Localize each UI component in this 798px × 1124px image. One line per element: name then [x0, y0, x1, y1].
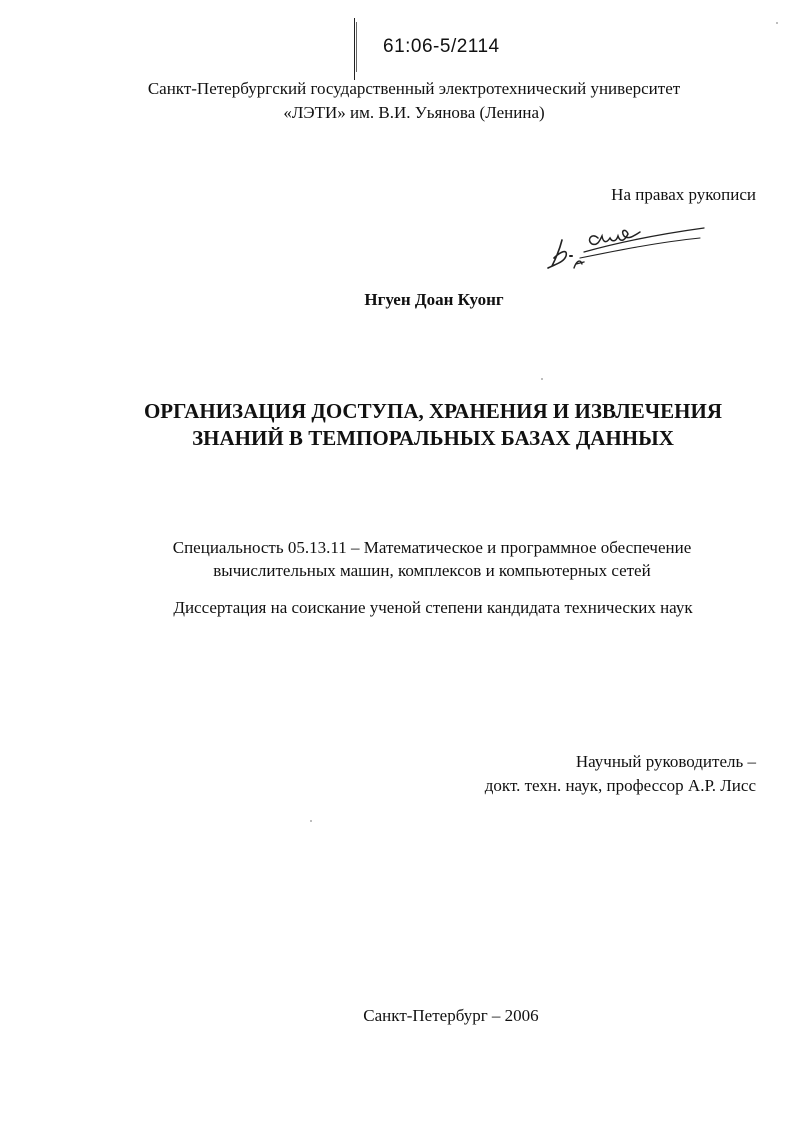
title-line2: ЗНАНИЙ В ТЕМПОРАЛЬНЫХ БАЗАХ ДАННЫХ: [192, 426, 674, 450]
dissertation-title: [0, 398, 798, 452]
scan-artifact-line: [356, 22, 357, 72]
scan-speck: [310, 820, 312, 822]
manuscript-rights-note: На правах рукописи: [611, 185, 756, 204]
scientific-advisor: [485, 750, 756, 798]
university-name-line2: «ЛЭТИ» им. В.И. Уьянова (Ленина): [283, 103, 545, 122]
university-name-line1: Санкт-Петербургский государственный электротехнический университет: [147, 79, 681, 98]
scan-speck: [541, 378, 543, 380]
scan-speck: [776, 22, 778, 24]
scan-artifact-line: [354, 18, 355, 80]
university-header: [0, 77, 798, 125]
specialty-line2: вычислительных машин, комплексов и компьютерных сетей: [213, 561, 651, 580]
specialty-text: [0, 536, 798, 582]
specialty-line1: Специальность 05.13.11 – Математическое и программное обеспечение: [172, 538, 692, 557]
author-name: Нгуен Доан Куонг: [364, 290, 504, 309]
city-year: Санкт-Петербург – 2006: [363, 1006, 539, 1025]
title-line1: ОРГАНИЗАЦИЯ ДОСТУПА, ХРАНЕНИЯ И ИЗВЛЕЧЕНИЯ: [143, 399, 723, 423]
advisor-line1: Научный руководитель –: [575, 752, 756, 771]
degree-statement: Диссертация на соискание ученой степени кандидата технических наук: [173, 598, 693, 617]
handwritten-signature: [540, 218, 710, 278]
archive-code-stamp: 61:06-5/2114: [383, 36, 500, 57]
advisor-line2: докт. техн. наук, профессор А.Р. Лисс: [484, 776, 756, 795]
